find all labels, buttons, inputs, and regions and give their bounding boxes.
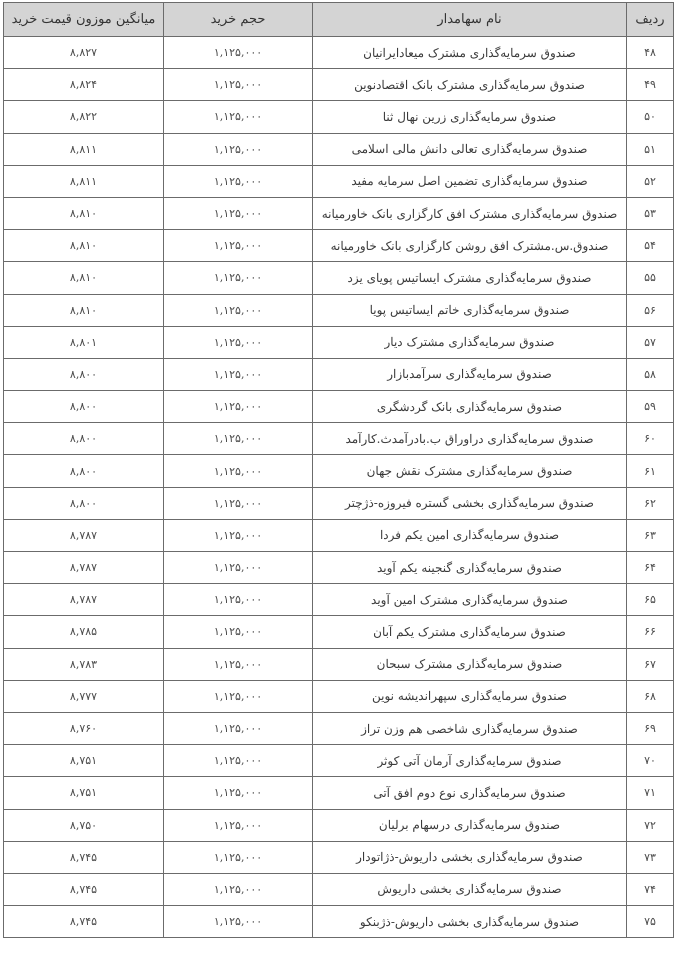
cell-weighted-avg-price: ۸,۸۰۱ [4,326,164,358]
cell-weighted-avg-price: ۸,۷۸۷ [4,584,164,616]
cell-weighted-avg-price: ۸,۸۰۰ [4,391,164,423]
table-row [4,487,674,519]
cell-purchase-volume: ۱,۱۲۵,۰۰۰ [164,584,313,616]
table-row [4,294,674,326]
shareholders-table [3,2,674,938]
header-purchase-volume: حجم خرید [164,3,313,37]
cell-purchase-volume: ۱,۱۲۵,۰۰۰ [164,680,313,712]
cell-shareholder-name: صندوق سرمایه‌گذاری مشترک سبحان [313,648,627,680]
cell-purchase-volume: ۱,۱۲۵,۰۰۰ [164,455,313,487]
table-row [4,519,674,551]
cell-weighted-avg-price: ۸,۸۲۲ [4,101,164,133]
table-header-row [4,3,674,37]
cell-row-number: ۶۳ [627,519,674,551]
cell-row-number: ۶۱ [627,455,674,487]
cell-shareholder-name: صندوق سرمایه‌گذاری بخشی داریوش-ذژبنکو [313,906,627,938]
cell-purchase-volume: ۱,۱۲۵,۰۰۰ [164,294,313,326]
cell-shareholder-name: صندوق سرمایه‌گذاری مشترک ایساتیس پویای یزد [313,262,627,294]
cell-row-number: ۷۵ [627,906,674,938]
cell-row-number: ۶۴ [627,552,674,584]
cell-row-number: ۷۳ [627,841,674,873]
cell-shareholder-name: صندوق سرمایه‌گذاری بخشی داریوش [313,873,627,905]
cell-purchase-volume: ۱,۱۲۵,۰۰۰ [164,326,313,358]
cell-shareholder-name: صندوق سرمایه‌گذاری مشترک امین آوید [313,584,627,616]
cell-weighted-avg-price: ۸,۸۱۰ [4,197,164,229]
table-row [4,391,674,423]
cell-weighted-avg-price: ۸,۷۵۱ [4,745,164,777]
cell-purchase-volume: ۱,۱۲۵,۰۰۰ [164,745,313,777]
cell-purchase-volume: ۱,۱۲۵,۰۰۰ [164,616,313,648]
cell-shareholder-name: صندوق سرمایه‌گذاری بانک گردشگری [313,391,627,423]
cell-row-number: ۷۰ [627,745,674,777]
cell-shareholder-name: صندوق سرمایه‌گذاری سپهراندیشه نوین [313,680,627,712]
cell-purchase-volume: ۱,۱۲۵,۰۰۰ [164,133,313,165]
cell-shareholder-name: صندوق سرمایه‌گذاری مشترک بانک اقتصادنوین [313,69,627,101]
table-row [4,230,674,262]
cell-row-number: ۵۶ [627,294,674,326]
cell-row-number: ۶۶ [627,616,674,648]
cell-row-number: ۵۰ [627,101,674,133]
cell-purchase-volume: ۱,۱۲۵,۰۰۰ [164,230,313,262]
cell-row-number: ۵۲ [627,165,674,197]
shareholders-table-container [3,2,673,938]
cell-shareholder-name: صندوق سرمایه‌گذاری تعالی دانش مالی اسلامی [313,133,627,165]
cell-weighted-avg-price: ۸,۷۵۱ [4,777,164,809]
table-row [4,584,674,616]
table-row [4,873,674,905]
cell-weighted-avg-price: ۸,۸۲۴ [4,69,164,101]
cell-purchase-volume: ۱,۱۲۵,۰۰۰ [164,358,313,390]
table-row [4,165,674,197]
cell-purchase-volume: ۱,۱۲۵,۰۰۰ [164,552,313,584]
cell-row-number: ۶۲ [627,487,674,519]
header-row-number: ردیف [627,3,674,37]
cell-weighted-avg-price: ۸,۸۰۰ [4,455,164,487]
cell-row-number: ۶۵ [627,584,674,616]
table-row [4,680,674,712]
cell-purchase-volume: ۱,۱۲۵,۰۰۰ [164,873,313,905]
cell-shareholder-name: صندوق سرمایه‌گذاری تضمین اصل سرمایه مفید [313,165,627,197]
cell-shareholder-name: صندوق سرمایه‌گذاری زرین نهال ثنا [313,101,627,133]
cell-weighted-avg-price: ۸,۷۷۷ [4,680,164,712]
cell-shareholder-name: صندوق سرمایه‌گذاری سرآمدبازار [313,358,627,390]
table-row [4,69,674,101]
cell-weighted-avg-price: ۸,۷۸۵ [4,616,164,648]
cell-purchase-volume: ۱,۱۲۵,۰۰۰ [164,165,313,197]
table-row [4,552,674,584]
cell-row-number: ۴۹ [627,69,674,101]
cell-shareholder-name: صندوق سرمایه‌گذاری مشترک نقش جهان [313,455,627,487]
cell-shareholder-name: صندوق سرمایه‌گذاری مشترک افق کارگزاری بانک خاورمیانه [313,197,627,229]
cell-weighted-avg-price: ۸,۸۰۰ [4,423,164,455]
cell-weighted-avg-price: ۸,۷۸۳ [4,648,164,680]
cell-row-number: ۷۱ [627,777,674,809]
cell-shareholder-name: صندوق سرمایه‌گذاری نوع دوم افق آتی [313,777,627,809]
table-row [4,326,674,358]
cell-row-number: ۵۳ [627,197,674,229]
header-shareholder-name: نام سهامدار [313,3,627,37]
cell-weighted-avg-price: ۸,۸۱۱ [4,133,164,165]
cell-weighted-avg-price: ۸,۸۱۰ [4,262,164,294]
cell-shareholder-name: صندوق سرمایه‌گذاری آرمان آتی کوثر [313,745,627,777]
cell-shareholder-name: صندوق سرمایه‌گذاری شاخصی هم وزن تراز [313,712,627,744]
table-row [4,101,674,133]
cell-purchase-volume: ۱,۱۲۵,۰۰۰ [164,841,313,873]
table-row [4,133,674,165]
cell-shareholder-name: صندوق سرمایه‌گذاری دراوراق ب.بادرآمدث.کارآمد [313,423,627,455]
table-row [4,423,674,455]
cell-row-number: ۶۷ [627,648,674,680]
cell-row-number: ۵۴ [627,230,674,262]
table-row [4,648,674,680]
cell-row-number: ۴۸ [627,37,674,69]
cell-purchase-volume: ۱,۱۲۵,۰۰۰ [164,197,313,229]
cell-row-number: ۵۸ [627,358,674,390]
cell-shareholder-name: صندوق.س.مشترک افق روشن کارگزاری بانک خاورمیانه [313,230,627,262]
cell-row-number: ۶۰ [627,423,674,455]
cell-purchase-volume: ۱,۱۲۵,۰۰۰ [164,37,313,69]
cell-row-number: ۶۹ [627,712,674,744]
cell-purchase-volume: ۱,۱۲۵,۰۰۰ [164,648,313,680]
cell-purchase-volume: ۱,۱۲۵,۰۰۰ [164,487,313,519]
table-row [4,906,674,938]
cell-purchase-volume: ۱,۱۲۵,۰۰۰ [164,519,313,551]
table-row [4,712,674,744]
cell-weighted-avg-price: ۸,۸۱۰ [4,294,164,326]
cell-purchase-volume: ۱,۱۲۵,۰۰۰ [164,69,313,101]
cell-shareholder-name: صندوق سرمایه‌گذاری خاتم ایساتیس پویا [313,294,627,326]
table-row [4,745,674,777]
cell-shareholder-name: صندوق سرمایه‌گذاری بخشی گستره فیروزه-ذژچتر [313,487,627,519]
cell-shareholder-name: صندوق سرمایه‌گذاری مشترک دیار [313,326,627,358]
cell-weighted-avg-price: ۸,۷۸۷ [4,519,164,551]
table-body [4,37,674,938]
cell-row-number: ۵۹ [627,391,674,423]
table-row [4,616,674,648]
cell-weighted-avg-price: ۸,۷۴۵ [4,841,164,873]
cell-shareholder-name: صندوق سرمایه‌گذاری مشترک یکم آبان [313,616,627,648]
cell-purchase-volume: ۱,۱۲۵,۰۰۰ [164,423,313,455]
cell-row-number: ۵۱ [627,133,674,165]
cell-purchase-volume: ۱,۱۲۵,۰۰۰ [164,809,313,841]
header-weighted-avg-price: میانگین موزون قیمت خرید [4,3,164,37]
cell-weighted-avg-price: ۸,۸۰۰ [4,487,164,519]
cell-weighted-avg-price: ۸,۷۸۷ [4,552,164,584]
table-row [4,197,674,229]
cell-shareholder-name: صندوق سرمایه‌گذاری امین یکم فردا [313,519,627,551]
cell-row-number: ۵۷ [627,326,674,358]
cell-row-number: ۷۴ [627,873,674,905]
cell-purchase-volume: ۱,۱۲۵,۰۰۰ [164,712,313,744]
cell-shareholder-name: صندوق سرمایه‌گذاری گنجینه یکم آوید [313,552,627,584]
cell-weighted-avg-price: ۸,۸۰۰ [4,358,164,390]
table-row [4,455,674,487]
cell-row-number: ۷۲ [627,809,674,841]
cell-weighted-avg-price: ۸,۷۴۵ [4,873,164,905]
cell-shareholder-name: صندوق سرمایه‌گذاری درسهام برلیان [313,809,627,841]
table-row [4,809,674,841]
cell-purchase-volume: ۱,۱۲۵,۰۰۰ [164,262,313,294]
cell-weighted-avg-price: ۸,۷۴۵ [4,906,164,938]
cell-weighted-avg-price: ۸,۸۲۷ [4,37,164,69]
table-row [4,358,674,390]
cell-row-number: ۶۸ [627,680,674,712]
cell-purchase-volume: ۱,۱۲۵,۰۰۰ [164,391,313,423]
cell-shareholder-name: صندوق سرمایه‌گذاری بخشی داریوش-ذژاتودار [313,841,627,873]
cell-purchase-volume: ۱,۱۲۵,۰۰۰ [164,777,313,809]
cell-weighted-avg-price: ۸,۸۱۰ [4,230,164,262]
table-row [4,37,674,69]
table-row [4,777,674,809]
table-row [4,841,674,873]
cell-weighted-avg-price: ۸,۷۵۰ [4,809,164,841]
cell-shareholder-name: صندوق سرمایه‌گذاری مشترک میعادایرانیان [313,37,627,69]
cell-weighted-avg-price: ۸,۷۶۰ [4,712,164,744]
table-row [4,262,674,294]
cell-weighted-avg-price: ۸,۸۱۱ [4,165,164,197]
cell-purchase-volume: ۱,۱۲۵,۰۰۰ [164,906,313,938]
cell-row-number: ۵۵ [627,262,674,294]
cell-purchase-volume: ۱,۱۲۵,۰۰۰ [164,101,313,133]
